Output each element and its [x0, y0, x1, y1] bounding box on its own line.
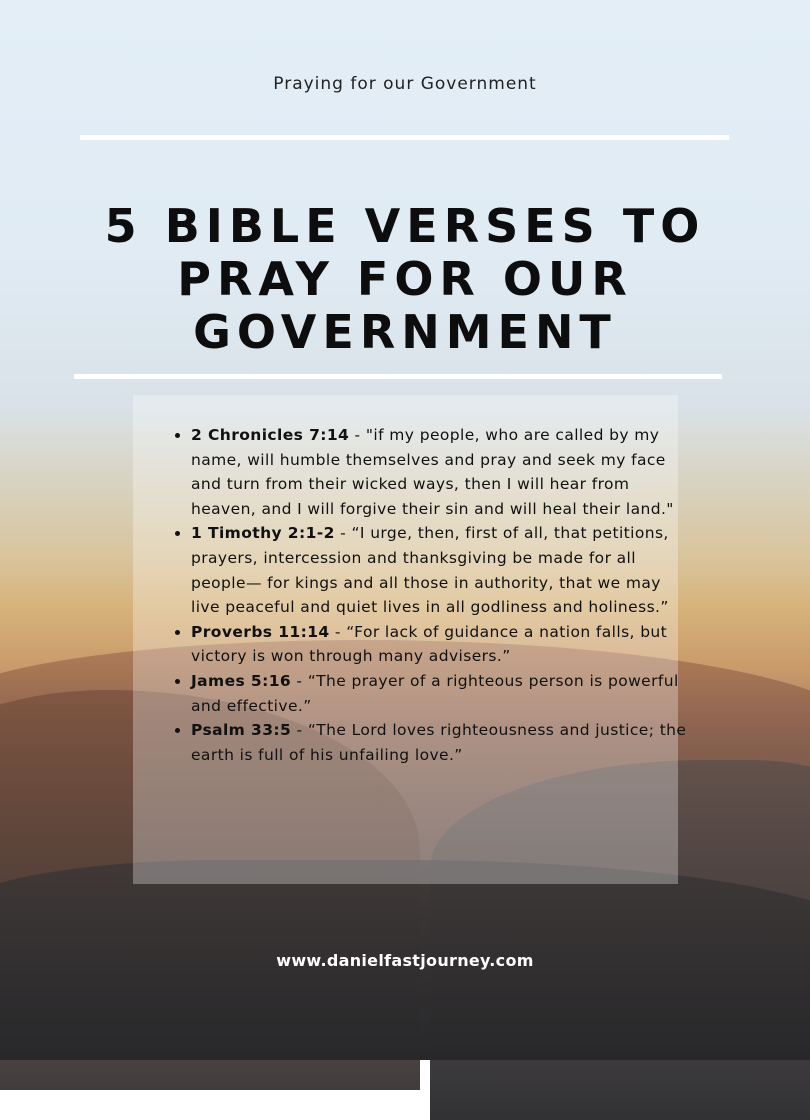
verse-reference: 2 Chronicles 7:14 — [191, 426, 350, 444]
verse-item — [191, 669, 691, 718]
verse-item — [191, 718, 691, 767]
page-subtitle: Praying for our Government — [273, 74, 537, 94]
verse-item — [191, 423, 691, 521]
website-url: www.danielfastjourney.com — [276, 951, 534, 970]
verse-text: - “The Lord loves righteousness and justice; the earth is full of his unfailing love.” — [191, 721, 687, 764]
title-line: PRAY FOR OUR — [177, 252, 633, 306]
divider-bottom — [74, 374, 722, 379]
verse-text: - “The prayer of a righteous person is powerful and effective.” — [191, 671, 679, 715]
verse-list — [170, 423, 691, 767]
verse-reference: Psalm 33:5 — [191, 721, 292, 740]
title-line: 5 BIBLE VERSES TO — [104, 199, 706, 253]
page-title — [0, 200, 810, 359]
verse-text: - "if my people, who are called by my name, will humble themselves and pray and seek my face and turn from their wicked ways, then I will hear from heaven, and I will forgive their sin and will heal their land." — [191, 426, 674, 518]
divider-top — [80, 135, 729, 140]
title-line: GOVERNMENT — [193, 305, 617, 359]
verse-item — [191, 620, 691, 669]
verse-item — [191, 521, 691, 619]
verse-reference: 1 Timothy 2:1-2 — [191, 524, 335, 543]
verse-text: - “For lack of guidance a nation falls, but victory is won through many advisers.” — [191, 622, 668, 666]
verse-reference: Proverbs 11:14 — [191, 622, 330, 641]
verse-text: - “I urge, then, first of all, that petitions, prayers, intercession and thanksgiving be made for all people— for kings and all those in authority, that we may live peaceful and quiet lives in all godliness and holiness.” — [191, 524, 669, 617]
verse-reference: James 5:16 — [191, 671, 292, 690]
